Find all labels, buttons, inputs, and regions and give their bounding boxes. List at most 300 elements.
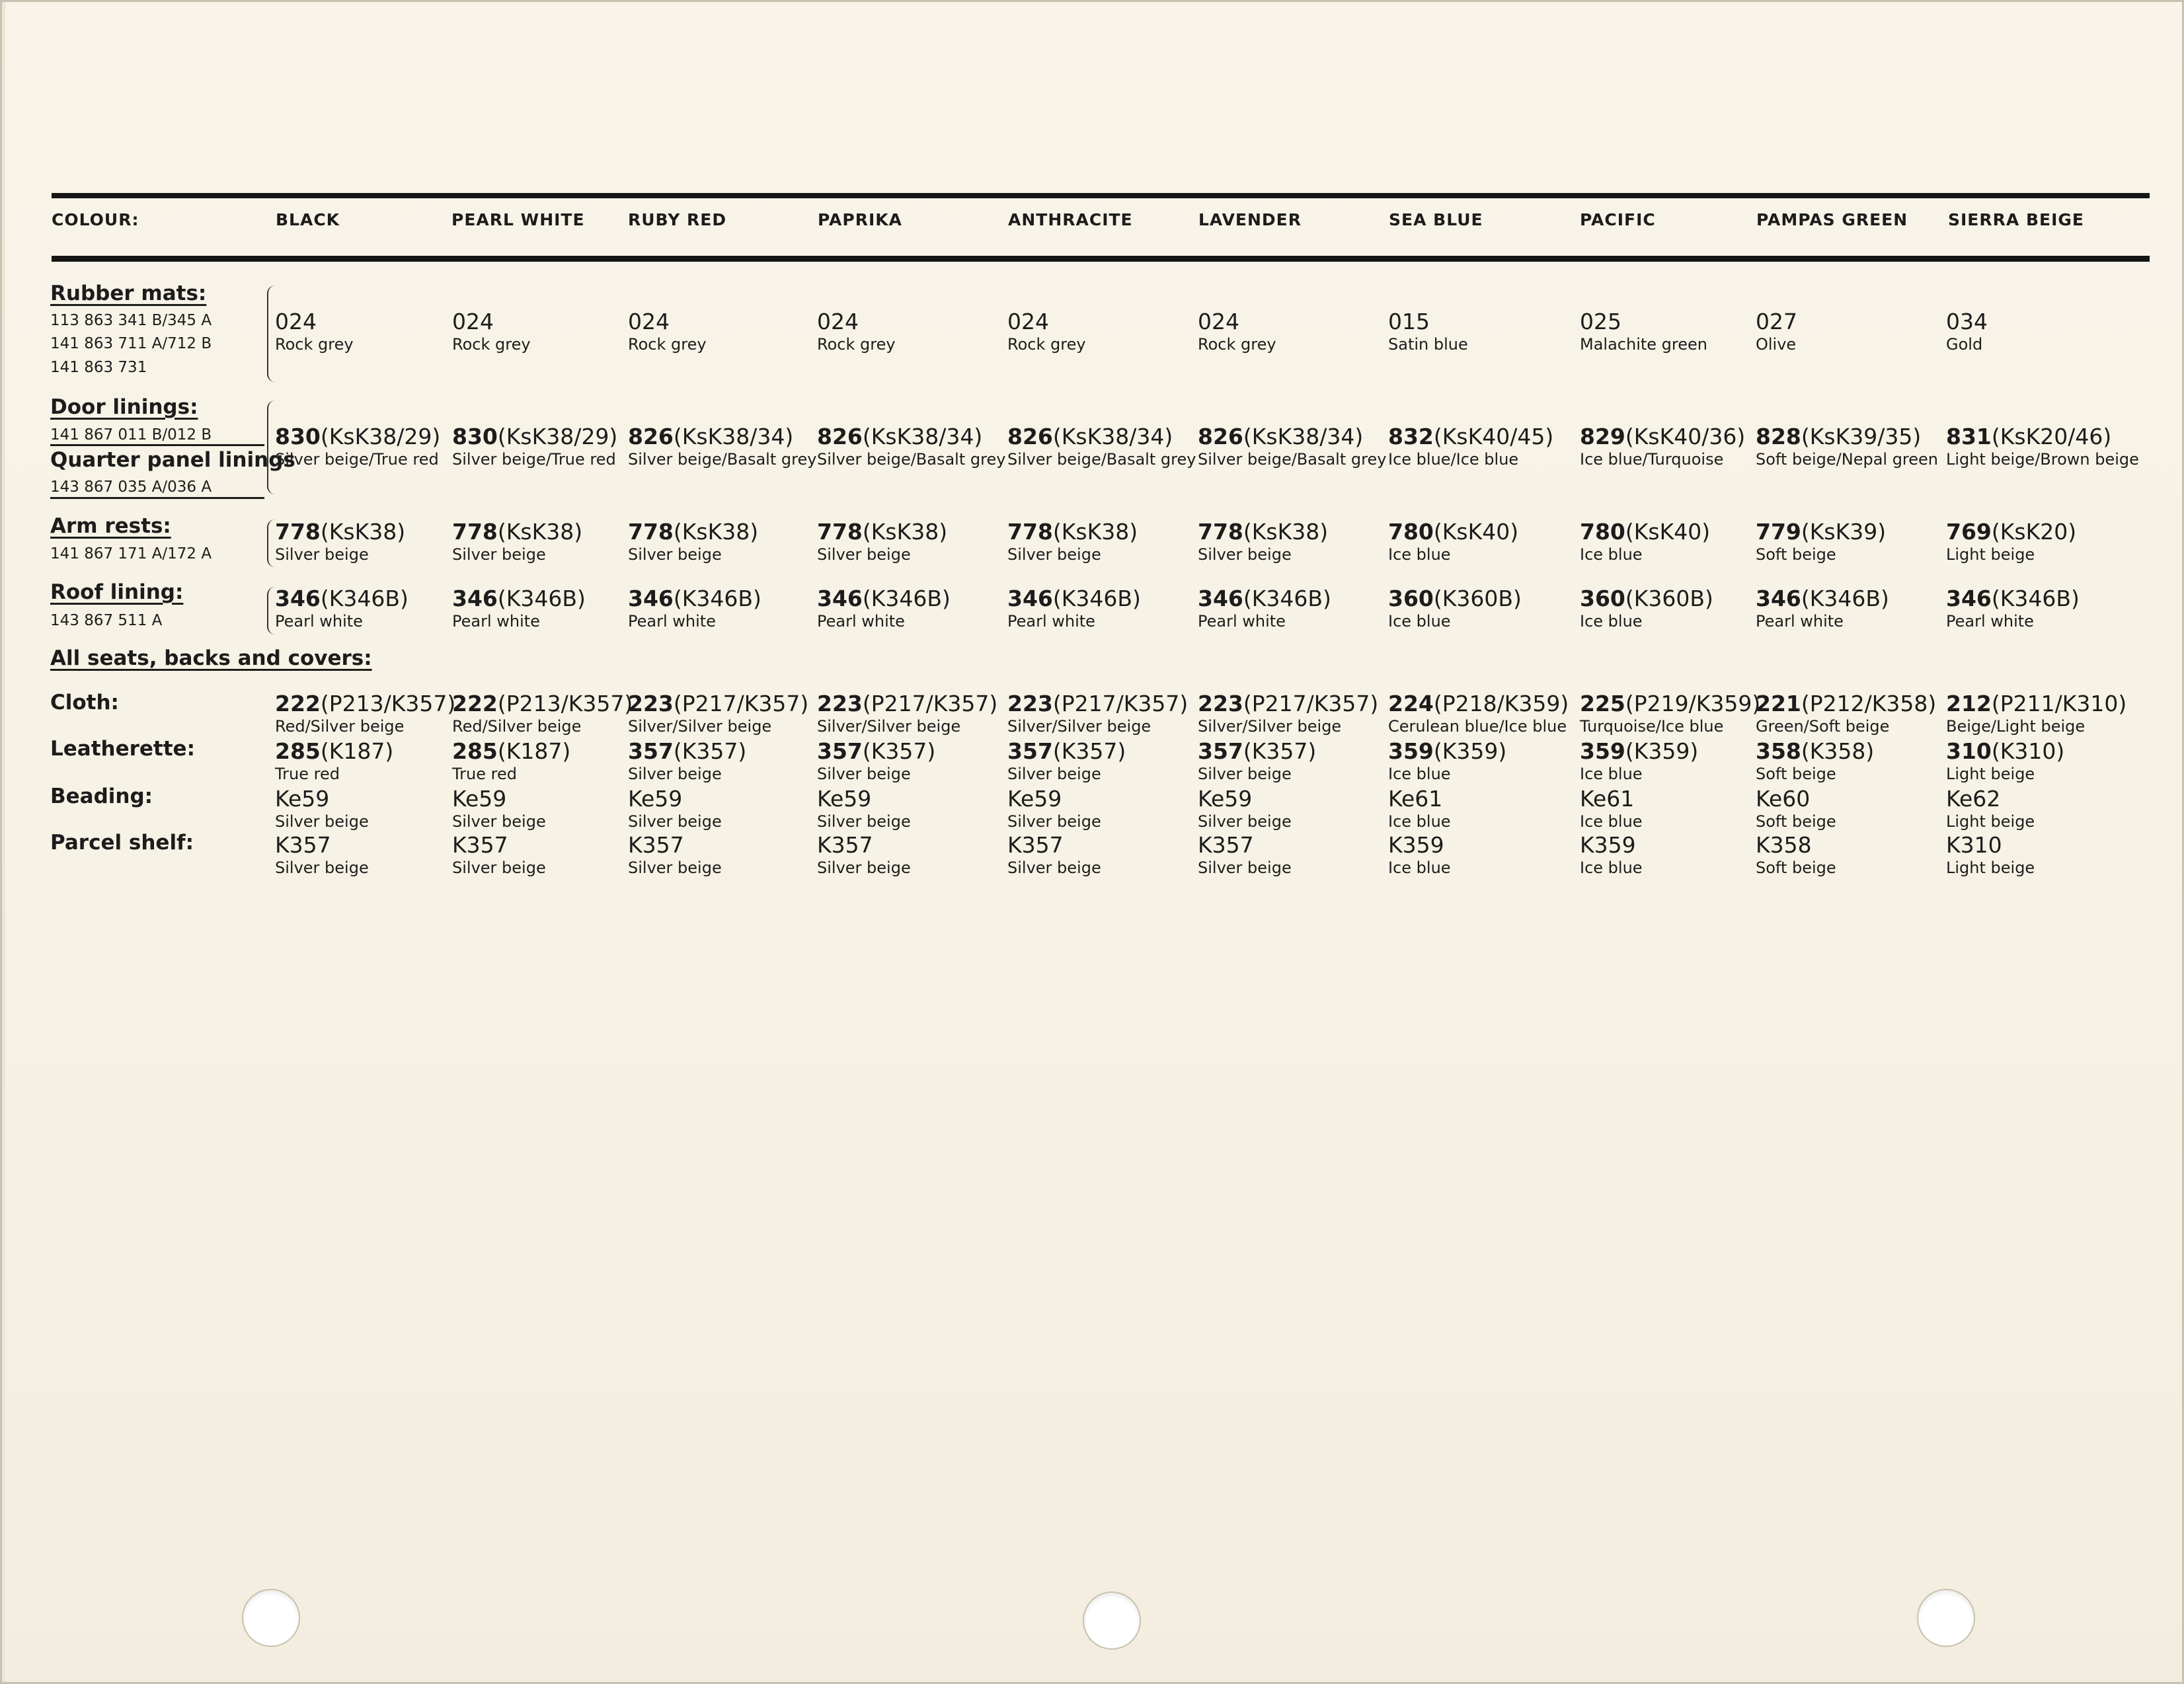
door-linings-cell (628, 424, 816, 469)
cloth-cell (275, 691, 455, 736)
trim-code-number: 285 (452, 738, 498, 764)
door-linings-label: Door linings: (50, 395, 198, 419)
rubber-mats-cell (1580, 309, 1707, 354)
rubber-mats-cell (1198, 309, 1276, 354)
trim-code-number: 221 (1756, 691, 1801, 716)
trim-code (1198, 424, 1386, 449)
trim-code-ref: (KsK40/36) (1625, 424, 1746, 449)
trim-colour-name: Rock grey (817, 335, 896, 354)
trim-code-ref: (KsK40/45) (1433, 424, 1554, 449)
trim-colour-name: Silver beige/Basalt grey (1007, 450, 1196, 469)
trim-colour-name: Silver/Silver beige (1007, 717, 1151, 736)
leatherette-cell (1756, 739, 1874, 784)
trim-colour-name: Silver beige (817, 545, 911, 564)
trim-code (628, 691, 808, 716)
trim-colour-name: Gold (1946, 335, 1983, 354)
column-header-pearl-white: PEARL WHITE (451, 210, 585, 229)
trim-code (1007, 424, 1196, 449)
trim-code (1198, 519, 1328, 545)
trim-code-number: 780 (1580, 519, 1625, 545)
arm-rests-label: Arm rests: (50, 514, 171, 538)
roof-lining-cell (1580, 586, 1713, 631)
trim-code (452, 519, 582, 545)
rubber-mats-cell (1007, 309, 1086, 354)
part-number: 141 863 711 A/712 B (50, 335, 212, 352)
trim-colour-name: Silver beige (628, 859, 722, 877)
trim-code (1580, 691, 1760, 716)
trim-colour-name: Silver beige (1007, 859, 1101, 877)
trim-code (628, 739, 746, 764)
trim-code: 027 (1756, 309, 1797, 334)
trim-code-ref: (KsK38) (320, 519, 406, 545)
column-header-black: BLACK (276, 210, 340, 229)
trim-code: Ke61 (1580, 786, 1635, 812)
trim-code (275, 691, 455, 716)
trim-code-number: 778 (1198, 519, 1243, 545)
door-linings-cell (817, 424, 1005, 469)
trim-colour-name: Silver beige (1198, 812, 1292, 831)
trim-colour-name: Ice blue (1388, 812, 1451, 831)
trim-code-ref: (K187) (497, 738, 571, 764)
beading-cell (1198, 786, 1292, 831)
trim-code-ref: (KsK38/34) (862, 424, 983, 449)
leatherette-cell (628, 739, 746, 784)
trim-code-ref: (K360B) (1625, 586, 1713, 611)
trim-code (1388, 739, 1506, 764)
column-header-sierra-beige: SIERRA BEIGE (1948, 210, 2084, 229)
trim-code-ref: (P217/K357) (673, 691, 809, 716)
cloth-label: Cloth: (50, 691, 119, 714)
trim-colour-name: Silver beige (275, 859, 369, 877)
trim-colour-name: Ice blue (1580, 545, 1643, 564)
trim-code-ref: (P217/K357) (1243, 691, 1379, 716)
trim-colour-name: Cerulean blue/Ice blue (1388, 717, 1567, 736)
cloth-cell (628, 691, 808, 736)
column-header-ruby-red: RUBY RED (628, 210, 727, 229)
trim-colour-name: Silver beige/Basalt grey (1198, 450, 1387, 469)
trim-code-ref: (K346B) (1991, 586, 2080, 611)
trim-code-number: 826 (817, 424, 863, 449)
trim-code-ref: (KsK38/34) (673, 424, 794, 449)
beading-cell (452, 786, 546, 831)
trim-code-ref: (K357) (862, 738, 936, 764)
trim-colour-name: Silver beige/Basalt grey (817, 450, 1006, 469)
trim-code-ref: (K360B) (1433, 586, 1522, 611)
trim-code-ref: (KsK39/35) (1801, 424, 1922, 449)
rubber-mats-label: Rubber mats: (50, 282, 207, 305)
trim-code-number: 831 (1946, 424, 1992, 449)
trim-code-ref: (KsK40) (1625, 519, 1711, 545)
binder-hole (1917, 1589, 1975, 1647)
part-number: 143 867 035 A/036 A (50, 478, 212, 496)
trim-colour-name: Pearl white (1946, 612, 2034, 631)
parcel-shelf-cell (1388, 833, 1451, 878)
trim-code (1946, 519, 2076, 545)
part-number: 141 863 731 (50, 359, 147, 376)
trim-code-ref: (KsK38) (1052, 519, 1138, 545)
trim-code-ref: (KsK38/29) (497, 424, 618, 449)
trim-code (1946, 739, 2064, 764)
trim-code-number: 780 (1388, 519, 1434, 545)
trim-code-number: 212 (1946, 691, 1992, 716)
trim-colour-name: Ice blue (1580, 859, 1643, 877)
leatherette-cell (1946, 739, 2064, 784)
trim-colour-name: Soft beige (1756, 859, 1836, 877)
trim-colour-name: True red (275, 765, 340, 783)
trim-code-ref: (K346B) (1243, 586, 1331, 611)
trim-code-number: 223 (817, 691, 863, 716)
trim-code-ref: (K358) (1801, 738, 1875, 764)
trim-code (1756, 586, 1889, 611)
trim-code: 024 (1007, 309, 1049, 334)
trim-code-number: 346 (1756, 586, 1801, 611)
trim-code-number: 826 (628, 424, 674, 449)
trim-colour-name: Ice blue (1388, 859, 1451, 877)
trim-colour-name: Rock grey (275, 335, 354, 354)
beading-label: Beading: (50, 785, 153, 808)
trim-code: 025 (1580, 309, 1621, 334)
trim-code-number: 778 (452, 519, 498, 545)
trim-code-number: 826 (1007, 424, 1053, 449)
trim-code-number: 346 (275, 586, 321, 611)
trim-code-number: 357 (628, 738, 674, 764)
trim-colour-name: Silver beige (817, 765, 911, 783)
trim-code (1388, 586, 1522, 611)
leatherette-cell (817, 739, 935, 784)
trim-code (1756, 424, 1938, 449)
door-linings-cell (1946, 424, 2139, 469)
part-number: 141 867 171 A/172 A (50, 545, 212, 562)
trim-colour-name: Silver beige (628, 812, 722, 831)
trim-colour-name: Soft beige (1756, 812, 1836, 831)
trim-code-ref: (K310) (1991, 738, 2065, 764)
leatherette-cell (1007, 739, 1126, 784)
trim-colour-name: Light beige (1946, 859, 2035, 877)
trim-colour-name: Ice blue (1388, 612, 1451, 631)
door-linings-cell (1756, 424, 1938, 469)
trim-code (817, 691, 997, 716)
trim-code (1946, 586, 2080, 611)
trim-colour-name: Silver beige (275, 812, 369, 831)
trim-code (1756, 739, 1874, 764)
trim-code (1946, 424, 2139, 449)
all-seats-label: All seats, backs and covers: (50, 646, 372, 670)
beading-cell (628, 786, 722, 831)
roof-lining-cell (1388, 586, 1522, 631)
arm-rests-cell (275, 519, 405, 564)
trim-code-number: 222 (275, 691, 321, 716)
trim-code (1946, 691, 2126, 716)
leatherette-cell (1198, 739, 1316, 784)
trim-colour-name: Ice blue (1388, 765, 1451, 783)
trim-code-ref: (KsK20/46) (1991, 424, 2112, 449)
cloth-cell (452, 691, 633, 736)
trim-code-ref: (KsK38) (673, 519, 759, 545)
rubber-mats-cell (452, 309, 531, 354)
door-linings-cell (1007, 424, 1196, 469)
trim-colour-name: Light beige (1946, 765, 2035, 783)
trim-colour-name: Silver beige (1198, 765, 1292, 783)
door-linings-cell (1388, 424, 1553, 469)
arm-rests-cell (1756, 519, 1886, 564)
trim-colour-name: Rock grey (452, 335, 531, 354)
trim-code-number: 828 (1756, 424, 1801, 449)
trim-colour-name: Green/Soft beige (1756, 717, 1890, 736)
column-header-pampas-green: PAMPAS GREEN (1756, 210, 1908, 229)
trim-code-ref: (K346B) (1052, 586, 1141, 611)
trim-code (1580, 519, 1710, 545)
rubber-mats-cell (1756, 309, 1797, 354)
trim-code-ref: (KsK38/34) (1052, 424, 1173, 449)
trim-code: Ke61 (1388, 786, 1443, 812)
door-linings-cell (275, 424, 440, 469)
trim-colour-name: Soft beige (1756, 765, 1836, 783)
trim-code-ref: (KsK38/34) (1243, 424, 1364, 449)
arm-rests-cell (1388, 519, 1518, 564)
colour-header-label: COLOUR: (52, 210, 139, 229)
trim-colour-name: Red/Silver beige (452, 717, 582, 736)
trim-code (628, 586, 761, 611)
part-number: 143 867 511 A (50, 612, 163, 629)
column-header-lavender: LAVENDER (1198, 210, 1302, 229)
trim-code: K359 (1388, 832, 1444, 858)
part-number: 141 867 011 B/012 B (50, 426, 212, 443)
arm-rests-cell (1198, 519, 1328, 564)
trim-colour-name: Rock grey (1007, 335, 1086, 354)
leatherette-cell (275, 739, 393, 784)
part-underline (50, 444, 264, 446)
trim-code-number: 830 (275, 424, 321, 449)
trim-code-number: 832 (1388, 424, 1434, 449)
trim-code-number: 778 (817, 519, 863, 545)
trim-code: Ke59 (817, 786, 872, 812)
trim-code (452, 739, 570, 764)
parcel-shelf-cell (1007, 833, 1101, 878)
trim-code (817, 586, 951, 611)
trim-code: 024 (452, 309, 494, 334)
trim-code-ref: (KsK40) (1433, 519, 1519, 545)
trim-colour-name: Silver beige (1198, 859, 1292, 877)
trim-code-ref: (KsK38/29) (320, 424, 441, 449)
trim-code: K357 (817, 832, 873, 858)
trim-code-number: 225 (1580, 691, 1625, 716)
column-header-pacific: PACIFIC (1580, 210, 1656, 229)
trim-colour-name: Pearl white (1007, 612, 1095, 631)
cloth-cell (1946, 691, 2126, 736)
roof-lining-cell (1756, 586, 1889, 631)
trim-code-number: 222 (452, 691, 498, 716)
trim-code-number: 357 (1198, 738, 1243, 764)
trim-colour-name: Pearl white (1198, 612, 1286, 631)
trim-code-ref: (K187) (320, 738, 394, 764)
part-underline (50, 497, 264, 499)
trim-colour-name: Silver beige (452, 859, 546, 877)
trim-code (1388, 519, 1518, 545)
beading-cell (275, 786, 369, 831)
trim-code-ref: (KsK38) (862, 519, 948, 545)
roof-lining-cell (452, 586, 586, 631)
trim-code-ref: (K359) (1433, 738, 1507, 764)
trim-colour-name: Silver beige (628, 765, 722, 783)
trim-code (1007, 739, 1126, 764)
trim-code-number: 223 (1198, 691, 1243, 716)
trim-colour-name: Silver/Silver beige (628, 717, 772, 736)
trim-code-number: 285 (275, 738, 321, 764)
trim-colour-name: Ice blue (1580, 612, 1643, 631)
trim-code-ref: (P213/K357) (497, 691, 633, 716)
trim-code-ref: (K346B) (1801, 586, 1889, 611)
trim-code-ref: (P211/K310) (1991, 691, 2127, 716)
trim-colour-name: Silver beige (628, 545, 722, 564)
cloth-cell (1388, 691, 1569, 736)
trim-colour-name: Silver beige (275, 545, 369, 564)
trim-colour-name: Silver beige (817, 859, 911, 877)
trim-colour-name: Silver/Silver beige (1198, 717, 1342, 736)
trim-colour-name: Red/Silver beige (275, 717, 405, 736)
trim-code-number: 778 (275, 519, 321, 545)
trim-code-ref: (K357) (1243, 738, 1317, 764)
trim-code: 024 (817, 309, 859, 334)
trim-code (275, 739, 393, 764)
quarter-panel-linings-label: Quarter panel linings (50, 448, 295, 472)
trim-colour-name: Beige/Light beige (1946, 717, 2086, 736)
trim-code (1756, 691, 1936, 716)
door-linings-cell (1198, 424, 1386, 469)
trim-code-ref: (K346B) (320, 586, 409, 611)
trim-colour-name: Pearl white (628, 612, 716, 631)
trim-code-number: 358 (1756, 738, 1801, 764)
trim-code-number: 359 (1388, 738, 1434, 764)
rubber-mats-cell (1946, 309, 1988, 354)
trim-code-number: 830 (452, 424, 498, 449)
trim-code-ref: (KsK38) (1243, 519, 1329, 545)
rubber-mats-cell (1388, 309, 1468, 354)
trim-code-ref: (K359) (1625, 738, 1699, 764)
header-bottom-rule (52, 256, 2150, 262)
trim-code-number: 346 (628, 586, 674, 611)
trim-code-number: 359 (1580, 738, 1625, 764)
trim-code (1198, 691, 1378, 716)
trim-code (1198, 739, 1316, 764)
trim-colour-name: Silver beige/True red (452, 450, 616, 469)
trim-code-number: 360 (1388, 586, 1434, 611)
trim-code: 034 (1946, 309, 1988, 334)
trim-colour-name: Light beige (1946, 812, 2035, 831)
trim-code: 015 (1388, 309, 1430, 334)
cloth-cell (1580, 691, 1760, 736)
trim-code (452, 424, 617, 449)
arm-rests-cell (628, 519, 758, 564)
trim-code-number: 779 (1756, 519, 1801, 545)
trim-code-number: 223 (1007, 691, 1053, 716)
binder-hole (242, 1589, 300, 1647)
trim-code: Ke60 (1756, 786, 1811, 812)
trim-colour-name: True red (452, 765, 517, 783)
trim-code (275, 519, 405, 545)
trim-colour-name: Ice blue (1580, 765, 1643, 783)
trim-code (1580, 739, 1698, 764)
trim-code-ref: (KsK39) (1801, 519, 1887, 545)
roof-lining-cell (628, 586, 761, 631)
trim-code-ref: (P219/K359) (1625, 691, 1761, 716)
trim-code (275, 586, 409, 611)
column-header-anthracite: ANTHRACITE (1008, 210, 1133, 229)
trim-code: K357 (1198, 832, 1254, 858)
trim-code-number: 224 (1388, 691, 1434, 716)
column-header-paprika: PAPRIKA (818, 210, 902, 229)
trim-colour-name: Satin blue (1388, 335, 1468, 354)
trim-colour-name: Silver beige (1007, 545, 1101, 564)
door-linings-cell (452, 424, 617, 469)
part-number: 113 863 341 B/345 A (50, 312, 212, 329)
rubber-mats-cell (817, 309, 896, 354)
leatherette-label: Leatherette: (50, 737, 195, 761)
trim-code (1388, 424, 1553, 449)
trim-code (1198, 586, 1331, 611)
beading-cell (1007, 786, 1101, 831)
rubber-mats-cell (628, 309, 707, 354)
trim-colour-name: Pearl white (452, 612, 540, 631)
door-linings-cell (1580, 424, 1745, 469)
trim-code-number: 778 (628, 519, 674, 545)
trim-colour-name: Rock grey (628, 335, 707, 354)
trim-code-ref: (P217/K357) (862, 691, 998, 716)
trim-code-ref: (K346B) (862, 586, 951, 611)
trim-code (1580, 586, 1713, 611)
trim-code: K358 (1756, 832, 1812, 858)
trim-colour-name: Ice blue/Ice blue (1388, 450, 1519, 469)
trim-code (1007, 586, 1141, 611)
trim-code: 024 (1198, 309, 1239, 334)
trim-code-ref: (K346B) (497, 586, 586, 611)
trim-code-number: 360 (1580, 586, 1625, 611)
trim-code-ref: (K357) (1052, 738, 1126, 764)
arm-rests-cell (1946, 519, 2076, 564)
trim-code-number: 346 (1946, 586, 1992, 611)
trim-code-ref: (P217/K357) (1052, 691, 1189, 716)
roof-lining-label: Roof lining: (50, 580, 184, 604)
trim-colour-name: Turquoise/Ice blue (1580, 717, 1724, 736)
cloth-cell (1198, 691, 1378, 736)
beading-cell (1388, 786, 1451, 831)
trim-code (1007, 691, 1188, 716)
trim-code-number: 346 (452, 586, 498, 611)
beading-cell (817, 786, 911, 831)
trim-colour-name: Ice blue (1388, 545, 1451, 564)
trim-code-number: 310 (1946, 738, 1992, 764)
trim-code: K357 (628, 832, 684, 858)
trim-colour-name: Rock grey (1198, 335, 1276, 354)
trim-code: Ke59 (452, 786, 507, 812)
roof-lining-cell (817, 586, 951, 631)
arm-rests-cell (1007, 519, 1138, 564)
leatherette-cell (1388, 739, 1506, 784)
trim-code-number: 346 (1007, 586, 1053, 611)
trim-colour-name: Soft beige/Nepal green (1756, 450, 1939, 469)
trim-code (1756, 519, 1886, 545)
trim-code: K357 (275, 832, 331, 858)
roof-lining-cell (1007, 586, 1141, 631)
roof-lining-cell (1198, 586, 1331, 631)
trim-colour-name: Pearl white (1756, 612, 1844, 631)
trim-code: Ke59 (1198, 786, 1253, 812)
row-brace (267, 587, 275, 634)
parcel-shelf-cell (1946, 833, 2035, 878)
trim-code-ref: (P213/K357) (320, 691, 456, 716)
beading-cell (1946, 786, 2035, 831)
column-header-sea-blue: SEA BLUE (1389, 210, 1483, 229)
trim-colour-name: Silver beige (452, 545, 546, 564)
